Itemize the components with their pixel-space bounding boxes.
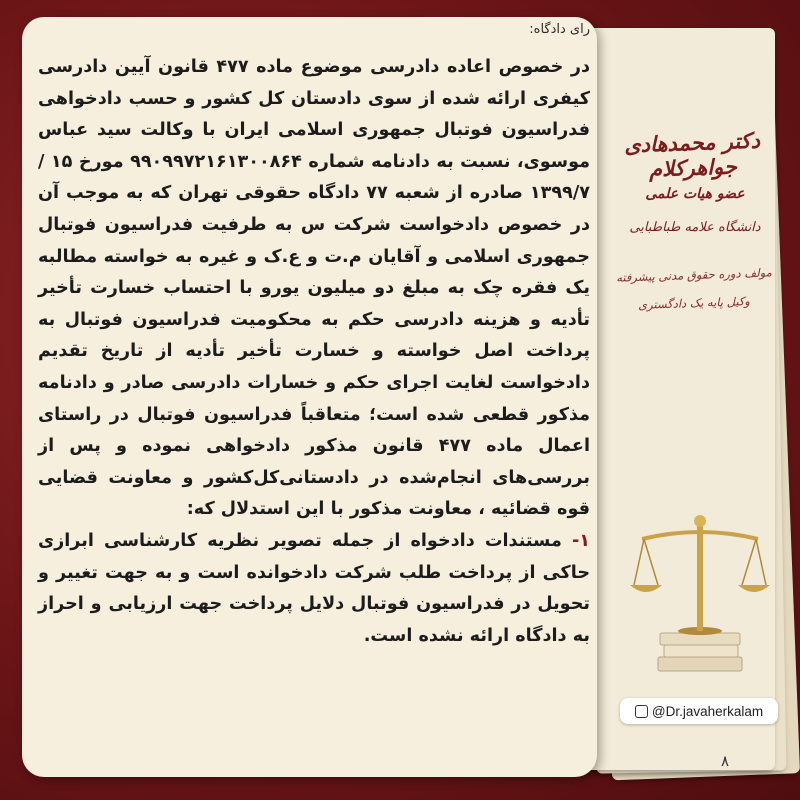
author-name: دکتر محمدهادی جواهرکلام (623, 127, 761, 182)
author-university: دانشگاه علامه طباطبایی (629, 220, 761, 235)
page-number: ۸ (720, 752, 730, 770)
instagram-icon (635, 705, 648, 718)
scales-of-justice-icon (630, 495, 770, 680)
verdict-paragraph: در خصوص اعاده دادرسی موضوع ماده ۴۷۷ قانون آیین دادرسی کیفری ارائه شده از سوی دادستان کل کشور و حسب دادخواهی فدراسیون فوتبال جمهوری اسلامی ایران با وکالت سید عباس موسوی، نسبت به دادنامه شماره ۹۹۰۹۹۷۲۱۶۱۳۰۰۸۶۴ مورخ ۱۵ /۱۳۹۹/۷ صادره از شعبه ۷۷ دادگاه حقوقی تهران که به موجب آن در خصوص دادخواست شرکت س به طرفیت فدراسیون فوتبال جمهوری اسلامی و آقایان م.ت و ع.ک و غیره به خواسته مطالبه یک فقره چک به مبلغ دو میلیون یورو با احتساب خسارت تأخیر تأدیه و هزینه دادرسی حکم به محکومیت فدراسیون فوتبال به پرداخت اصل خواسته و خسارت تأخیر تأدیه از تاریخ تقدیم دادخواست لغایت اجرای حکم و خسارات دادرسی صادر و دادنامه مذکور قطعی شده است؛ متعاقباً فدراسیون فوتبال در راستای اعمال ماده ۴۷۷ قانون مذکور دادخواهی نموده و پس از بررسی‌های انجام‌شده در دادستانی‌کل‌کشور و معاونت قضایی قوه قضائیه ، معاونت مذکور با این استدلال که: (38, 57, 590, 520)
verdict-item-1 (38, 526, 590, 652)
verdict-heading: رای دادگاه: (529, 22, 590, 37)
verdict-body (38, 52, 590, 652)
author-lawyer: وکیل پایه یک دادگستری (637, 294, 751, 312)
author-course: مولف دوره حقوق مدنی پیشرفته (616, 265, 772, 285)
instagram-handle[interactable] (620, 698, 778, 724)
handle-text: @Dr.javaherkalam (651, 703, 764, 719)
author-title: عضو هیات علمی (645, 186, 745, 202)
item-text: مستندات دادخواه از جمله تصویر نظریه کارشناسی ابرازی حاکی از پرداخت طلب شرکت دادخوانده است و به جهت تغییر و تحویل در فدراسیون فوتبال دلایل پرداخت جهت ارزیابی و احراز به دادگاه ارائه نشده است. (38, 530, 590, 646)
item-number: ۱- (571, 530, 590, 551)
